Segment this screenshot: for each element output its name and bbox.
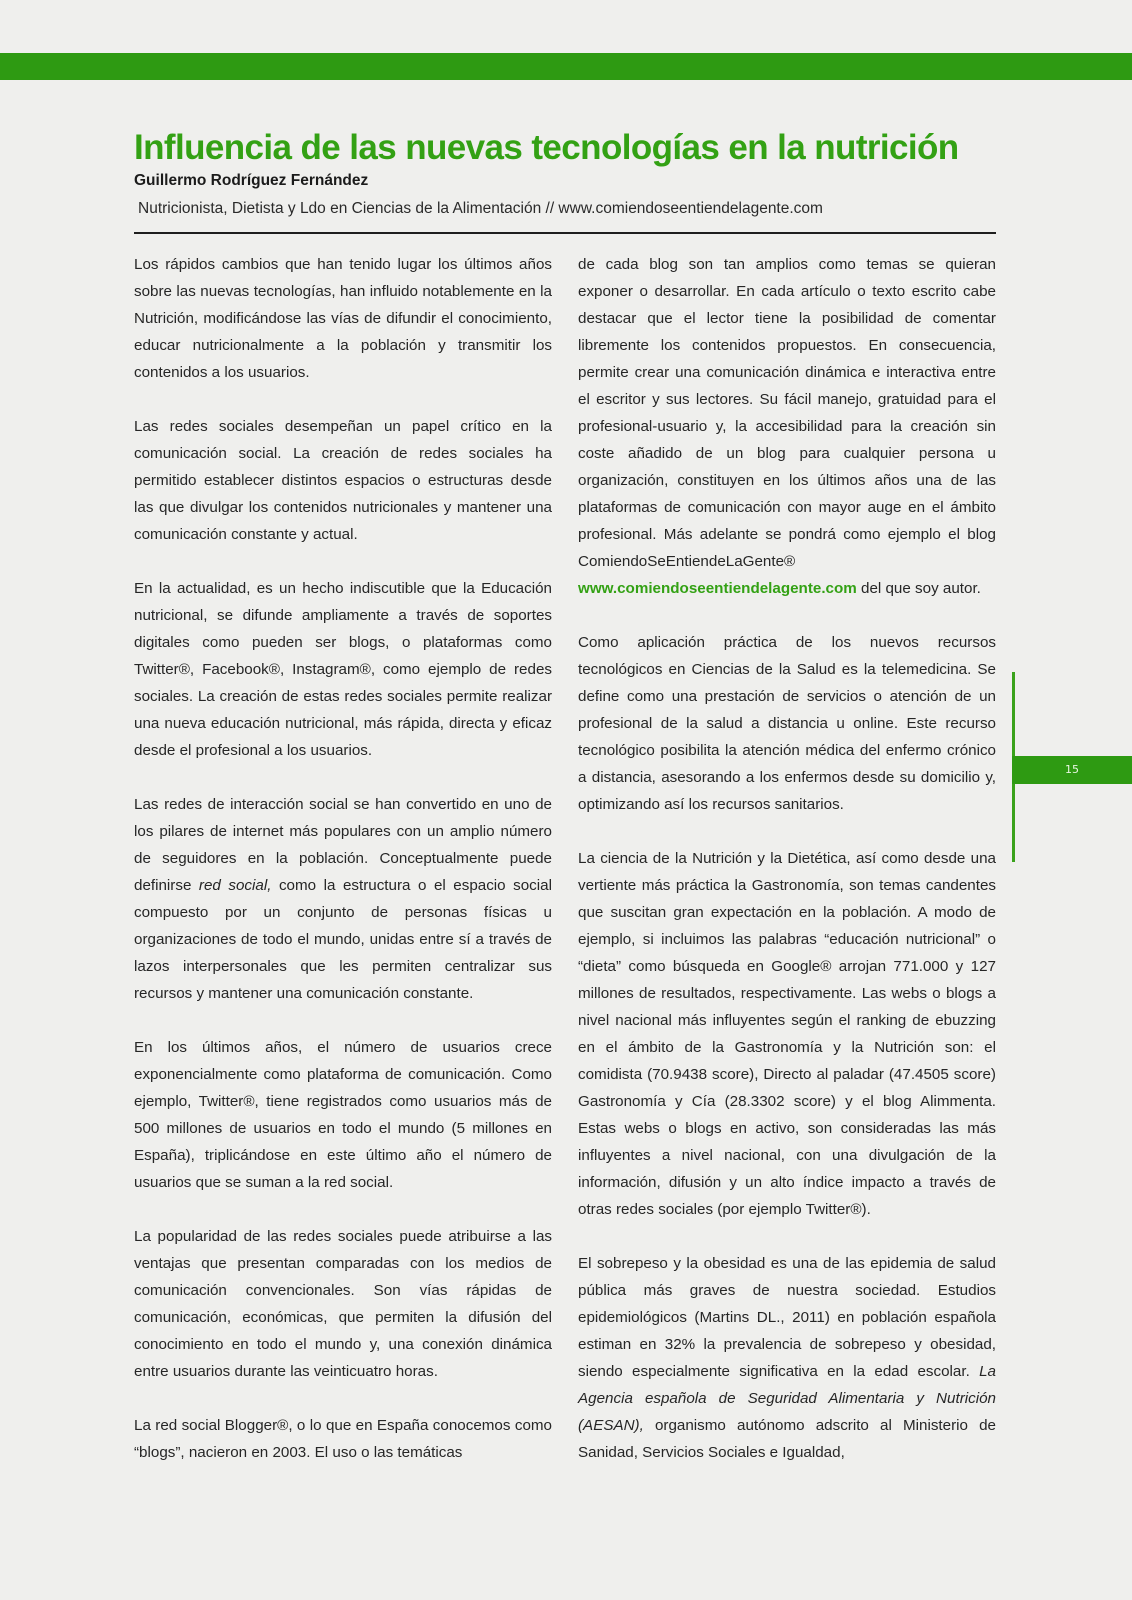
paragraph: Las redes sociales desempeñan un papel crítico en la comunicación social. La creación de redes sociales ha permitido establecer distintos espacios o estructuras desde las que divulgar los contenidos nutricionales y mantener una comunicación constante y actual. [134,418,552,543]
article-title: Influencia de las nuevas tecnologías en la nutrición [134,128,959,167]
page-number-tab [1012,756,1132,784]
paragraph-text: organismo autónomo adscrito al Ministerio de Sanidad, Servicios Sociales e Igualdad, [578,1417,996,1461]
paragraph-text: del que soy autor. [856,580,981,597]
header-divider [134,232,996,234]
top-green-band [0,53,1132,80]
right-column [578,251,996,1466]
paragraph-text: de cada blog son tan amplios como temas se quieran exponer o desarrollar. En cada artículo o texto escrito cabe destacar que el lector tiene la posibilidad de comentar libremente los contenidos propuestos. En consecuencia, permite crear una comunicación dinámica e interactiva entre el escritor y sus lectores. Su fácil manejo, gratuidad para el profesional-usuario y, la accesibilidad para la creación sin coste añadido de un blog para cualquier persona u organización, constituyen en los últimos años una de las plataformas de comunicación con mayor auge en el ámbito profesional. Más adelante se pondrá como ejemplo el blog ComiendoSeEntiendeLaGente® [578,256,996,570]
paragraph-text: como la estructura o el espacio social compuesto por un conjunto de personas físicas u organizaciones de todo el mundo, unidas entre sí a través de lazos interpersonales que les permiten centralizar sus recursos y mantener una comunicación constante. [134,877,552,1002]
paragraph [578,1250,996,1466]
paragraph [578,251,996,602]
paragraph-text: Las redes de interacción social se han convertido en uno de los pilares de internet más populares con un amplio número de seguidores en la población. Conceptualmente puede definirse [134,796,552,894]
italic-term: La Agencia española de Seguridad Alimentaria y Nutrición (AESAN), [578,1363,996,1434]
paragraph: La popularidad de las redes sociales puede atribuirse a las ventajas que presentan comparadas con los medios de comunicación convencionales. Son vías rápidas de comunicación, económicas, que permiten la difusión del conocimiento en todo el mundo y, una conexión dinámica entre usuarios durante las veinticuatro horas. [134,1228,552,1380]
page-number: 15 [1065,763,1079,776]
paragraph-text: El sobrepeso y la obesidad es una de las epidemia de salud pública más graves de nuestra sociedad. Estudios epidemiológicos (Martins DL., 2011) en población española estiman en 32% la prevalencia de sobrepeso y obesidad, siendo especialmente significativa en la edad escolar. [578,1255,996,1380]
paragraph: Como aplicación práctica de los nuevos recursos tecnológicos en Ciencias de la Salud es la telemedicina. Se define como una prestación de servicios o atención de un profesional de la salud a distancia u online. Este recurso tecnológico posibilita la atención médica del enfermo crónico a distancia, asesorando a los enfermos desde su domicilio y, optimizando así los recursos sanitarios. [578,634,996,813]
paragraph: Los rápidos cambios que han tenido lugar los últimos años sobre las nuevas tecnologías, han influido notablemente en la Nutrición, modificándose las vías de difundir el conocimiento, educar nutricionalmente a la población y transmitir los contenidos a los usuarios. [134,256,552,381]
paragraph: En los últimos años, el número de usuarios crece exponencialmente como plataforma de comunicación. Como ejemplo, Twitter®, tiene registrados como usuarios más de 500 millones de usuarios en todo el mundo (5 millones en España), triplicándose en este último año el número de usuarios que se suman a la red social. [134,1039,552,1191]
italic-term: red social, [198,877,272,894]
article-header [134,128,996,220]
paragraph [134,791,552,1007]
paragraph: En la actualidad, es un hecho indiscutible que la Educación nutricional, se difunde ampliamente a través de soportes digitales como pueden ser blogs, o plataformas como Twitter®, Facebook®, Instagram®, como ejemplo de redes sociales. La creación de estas redes sociales permite realizar una nueva educación nutricional, más rápida, directa y eficaz desde el profesional a los usuarios. [134,580,552,759]
author-affiliation: Nutricionista, Dietista y Ldo en Ciencias de la Alimentación // www.comiendoseentiendelagente.com [138,200,823,217]
blog-link[interactable]: www.comiendoseentiendelagente.com [578,580,857,597]
paragraph: La red social Blogger®, o lo que en España conocemos como “blogs”, nacieron en 2003. El uso o las temáticas [134,1417,552,1461]
paragraph: La ciencia de la Nutrición y la Dietética, así como desde una vertiente más práctica la Gastronomía, son temas candentes que suscitan gran expectación en la población. A modo de ejemplo, si incluimos las palabras “educación nutricional” o “dieta” como búsqueda en Google® arrojan 771.000 y 127 millones de resultados, respectivamente. Las webs o blogs a nivel nacional más influyentes según el ranking de ebuzzing en el ámbito de la Gastronomía y la Nutrición son: el comidista (70.9438 score), Directo al paladar (47.4505 score) Gastronomía y Cía (28.3302 score) y el blog Alimmenta. Estas webs o blogs en activo, son consideradas las más influyentes a nivel nacional, con una divulgación de la información, difusión y un alto índice impacto a través de otras redes sociales (por ejemplo Twitter®). [578,850,996,1218]
left-column [134,251,552,1466]
author-name: Guillermo Rodríguez Fernández [134,172,369,189]
